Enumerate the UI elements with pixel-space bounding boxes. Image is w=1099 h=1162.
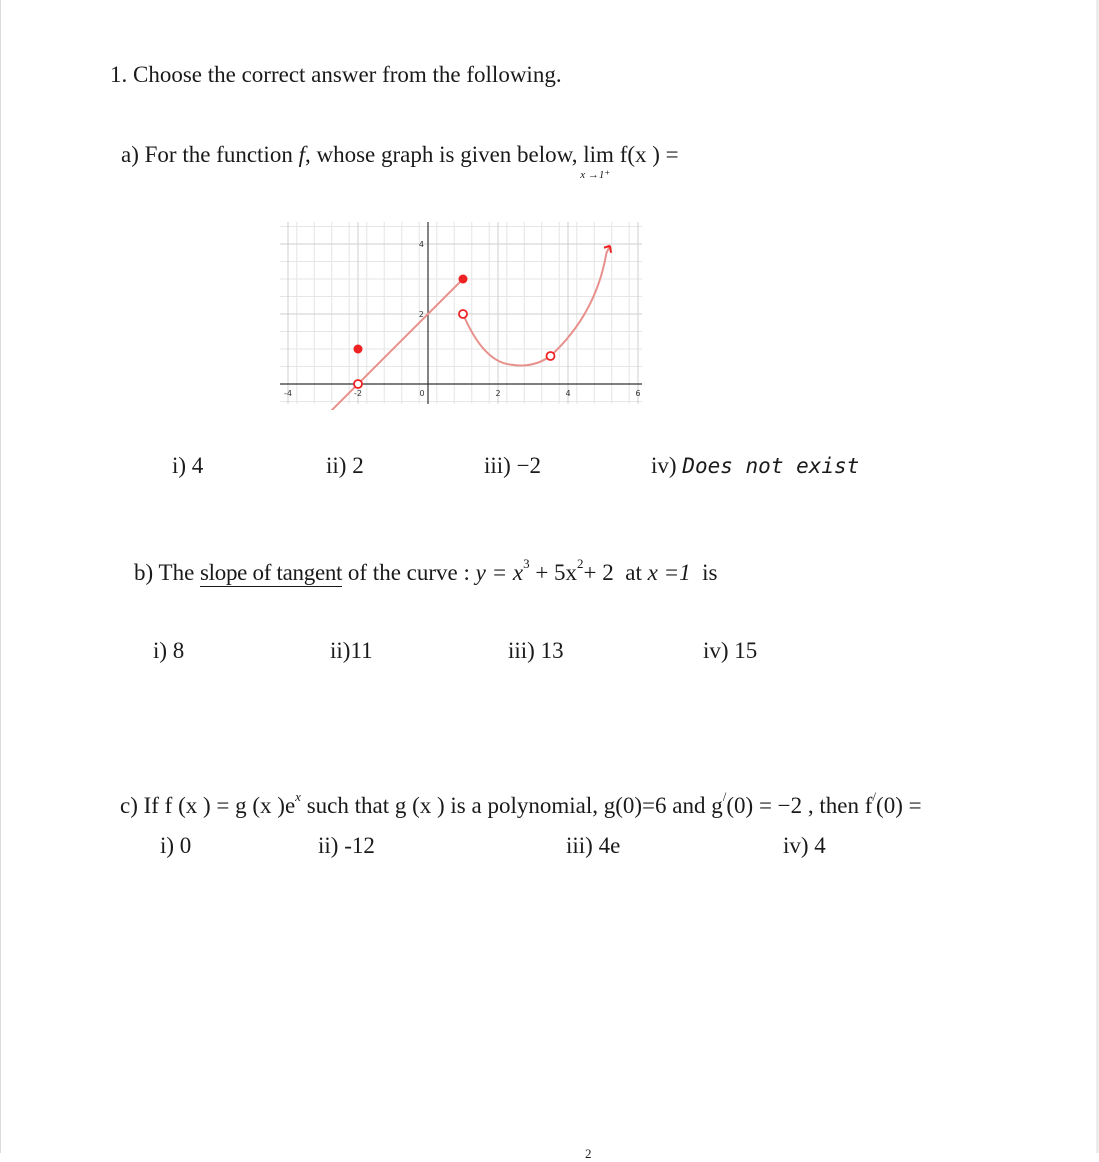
line-segment [304, 279, 463, 410]
limit-block [580, 142, 614, 181]
part-b-option-1[interactable]: i) 8 [153, 638, 185, 663]
x-tick-label: 0 [419, 389, 425, 398]
x-tick-label: 6 [635, 389, 641, 398]
x-tick-label: -2 [354, 389, 362, 398]
open-point [354, 380, 362, 388]
lim-subscript: x →1⁺ [580, 169, 611, 181]
part-c-text4: (0) = [876, 793, 922, 818]
open-point [459, 310, 467, 318]
closed-point [459, 275, 468, 284]
option-4-text: Does not exist [682, 454, 860, 478]
curve-eq-2: + 5x [529, 560, 578, 585]
part-b-option-2[interactable]: ii)11 [330, 638, 373, 663]
part-c-option-4[interactable]: iv) 4 [783, 833, 826, 858]
prime-mark-2: / [872, 789, 877, 804]
part-b-option-3[interactable]: iii) 13 [508, 638, 564, 663]
part-a-question [121, 142, 679, 181]
part-c-option-2[interactable]: ii) -12 [318, 833, 375, 858]
y-tick-label: 2 [418, 310, 424, 319]
lim-word: lim [583, 142, 614, 167]
open-point [547, 352, 555, 360]
part-a-text: For the function [144, 142, 293, 167]
part-c-question [120, 789, 922, 819]
x-tick-label: 2 [495, 389, 501, 398]
part-c-text2: such that g (x ) is a polynomial, g(0)=6 and g [300, 793, 723, 818]
part-a-option-1[interactable]: i) 4 [172, 453, 204, 478]
underlined-term: slope of tangent [200, 560, 343, 585]
exponent-3: 3 [523, 556, 530, 571]
at-word: at [625, 560, 642, 585]
question-title: 1. Choose the correct answer from the following. [110, 62, 562, 87]
part-b-text-pre: The [158, 560, 195, 585]
part-b-label: b) [134, 560, 154, 585]
part-b-text-mid: of the curve : [347, 560, 470, 585]
x-tick-label: 4 [565, 389, 571, 398]
part-b-question [134, 556, 718, 586]
closed-point [354, 345, 363, 354]
part-a-label: a) [121, 142, 139, 167]
limit-expression: f(x ) = [619, 142, 679, 167]
exponent-x: x [295, 789, 301, 804]
is-word: is [702, 560, 718, 585]
page-left-border [0, 0, 1, 1153]
part-c-text3: (0) = −2 , then f [726, 793, 873, 818]
x-tick-label: -4 [284, 389, 292, 398]
exponent-2: 2 [577, 556, 584, 571]
part-c-option-3[interactable]: iii) 4e [566, 833, 621, 858]
part-a-option-3[interactable]: iii) −2 [484, 453, 542, 478]
curve-eq-3: + 2 [583, 560, 614, 585]
part-a-option-4[interactable] [651, 453, 859, 479]
part-b-option-4[interactable]: iv) 15 [703, 638, 758, 663]
part-a-text2: , whose graph is given below, [304, 142, 578, 167]
option-4-label: iv) [651, 453, 677, 478]
function-graph [270, 214, 650, 410]
curve-segment [463, 246, 610, 366]
page-number: 2 [585, 1146, 592, 1161]
function-symbol: f [298, 142, 305, 167]
prime-mark-1: / [722, 789, 727, 804]
part-a-option-2[interactable]: ii) 2 [326, 453, 364, 478]
part-c-text: c) If f (x ) = g (x )e [120, 793, 296, 818]
x-value: x =1 [647, 560, 691, 585]
curve-eq-1: y = x [475, 560, 524, 585]
y-tick-label: 4 [418, 240, 424, 249]
part-c-option-1[interactable]: i) 0 [160, 833, 192, 858]
